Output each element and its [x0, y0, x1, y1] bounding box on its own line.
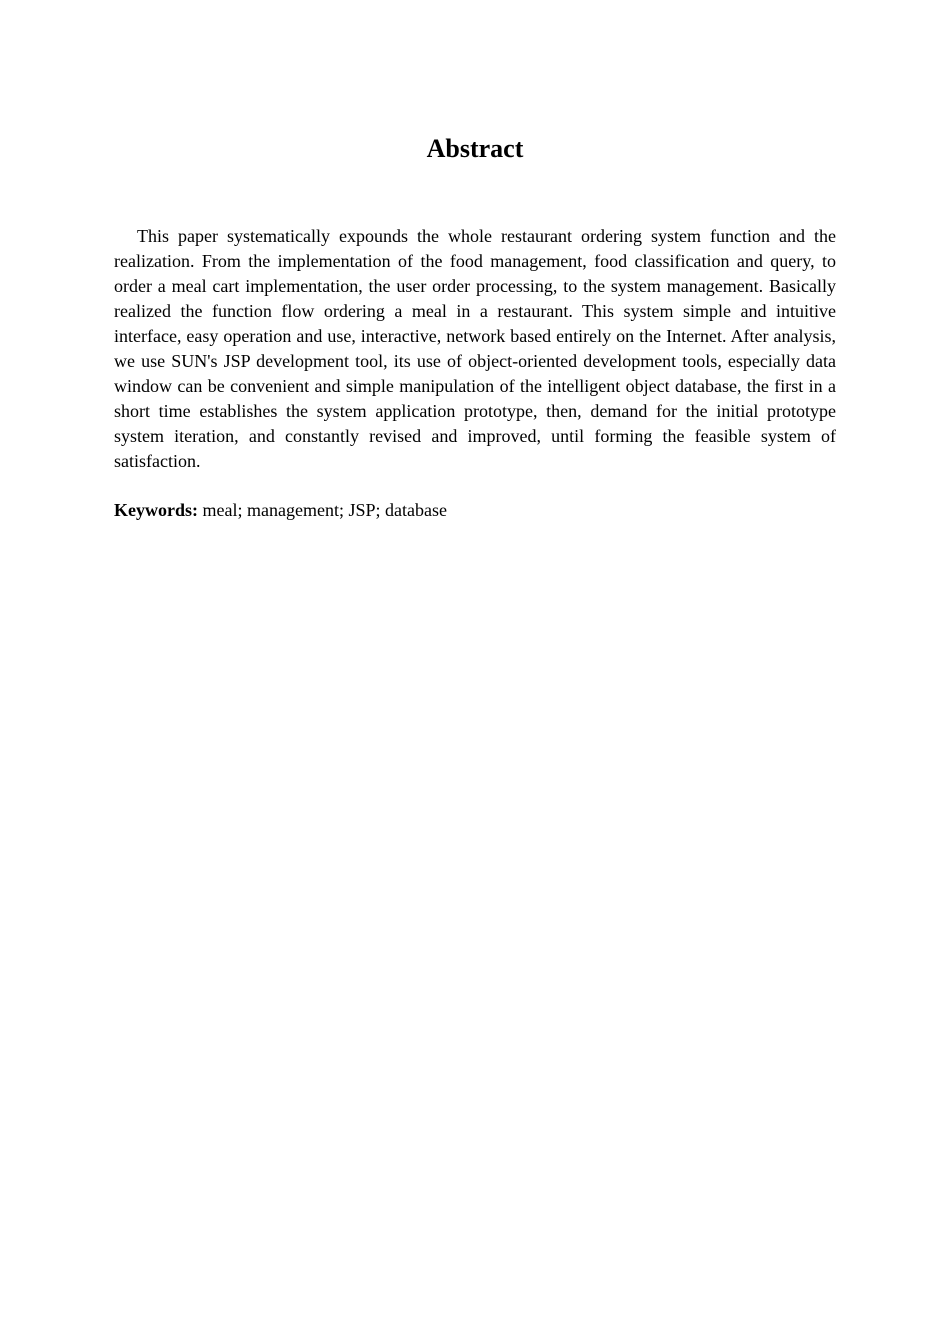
keywords-value: meal; management; JSP; database [202, 500, 447, 520]
keywords-line [114, 498, 836, 523]
abstract-body-paragraph: This paper systematically expounds the whole restaurant ordering system function and the realization. From the implementation of the food management, food classification and query, to order a meal cart implementation, the user order processing, to the system management. Basically realized the function flow ordering a meal in a restaurant. This system simple and intuitive interface, easy operation and use, interactive, network based entirely on the Internet. After analysis, we use SUN's JSP development tool, its use of object-oriented development tools, especially data window can be convenient and simple manipulation of the intelligent object database, the first in a short time establishes the system application prototype, then, demand for the initial prototype system iteration, and constantly revised and improved, until forming the feasible system of satisfaction. [114, 226, 836, 471]
abstract-title: Abstract [426, 134, 524, 163]
keywords-label: Keywords: [114, 500, 198, 520]
